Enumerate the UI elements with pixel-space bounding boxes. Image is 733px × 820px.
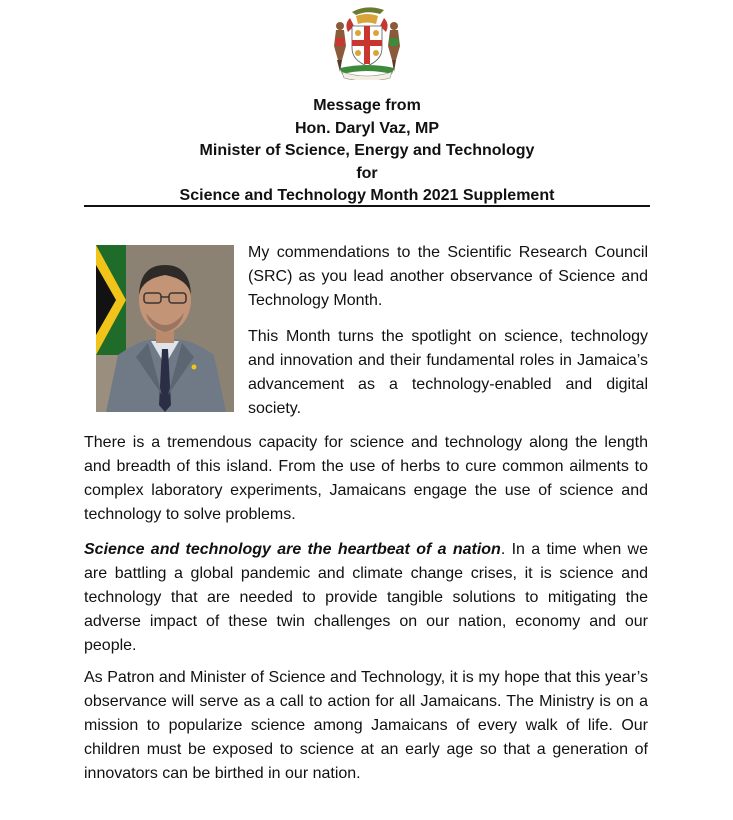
paragraph-commendations: My commendations to the Scientific Research Council (SRC) as you lead another observance of Science and Technology Month. (248, 244, 648, 309)
coat-of-arms-icon (326, 2, 408, 80)
heading-divider (84, 205, 650, 207)
heartbeat-emphasis: Science and technology are the heartbeat of a nation (84, 541, 501, 558)
paragraph-heartbeat (84, 538, 648, 658)
heading-line-message-from: Message from (313, 97, 421, 114)
minister-portrait-photo (96, 245, 234, 412)
heading-line-supplement: Science and Technology Month 2021 Supplement (179, 187, 555, 204)
heading-line-name: Hon. Daryl Vaz, MP (294, 119, 440, 137)
paragraph-call-to-action: As Patron and Minister of Science and Technology, it is my hope that this year’s observance will serve as a call to action for all Jamaicans. The Ministry is on a mission to popularize science among Jamaicans of every walk of life. Our children must be exposed to science at an early age so that a generation of innovators can be birthed in our nation. (84, 669, 648, 782)
paragraph-capacity: There is a tremendous capacity for science and technology along the length and breadth of this island. From the use of herbs to cure common ailments to complex laboratory experiments, Jamaicans engage the use of science and technology to solve problems. (84, 434, 648, 523)
heartbeat-text: . In a time when we are battling a global pandemic and climate change crises, it is science and technology that are needed to provide tangible solutions to mitigating the adverse impact of these twin challenges on our nation, economy and our people. (84, 541, 648, 654)
heading-line-for: for (356, 164, 378, 182)
paragraph-spotlight: This Month turns the spotlight on science, technology and innovation and their fundamental roles in Jamaica’s advancement as a technology-enabled and digital society. (248, 328, 648, 417)
heading-line-ministry: Minister of Science, Energy and Technology (199, 142, 535, 159)
message-heading (84, 95, 650, 208)
